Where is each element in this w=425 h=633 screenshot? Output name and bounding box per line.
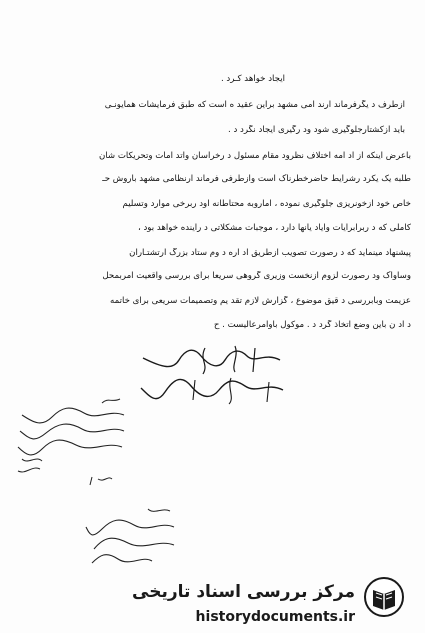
watermark-title: مرکز بررسی اسناد تاریخی [132, 582, 355, 602]
typed-line-1: ایجاد خواهد کـرد . [220, 74, 285, 84]
typed-line-8: پیشنهاد مینماید که د رصورت تصویب ازطریق اد اره د وم ستاد بزرگ ارتشتـاران [129, 248, 411, 258]
typed-line-9: وساواک ود رصورت لزوم ازنخست وزیری گروهی سریعاً برای بررسی واقعیت امربمحل [102, 271, 411, 281]
typed-line-10: عزیمت وبابررسی د قیق موضوع ، گزارش لازم تقد یم وتصمیمات سریعی برای خاتمه [110, 296, 411, 306]
margin-note [12, 395, 127, 494]
typed-line-2: ازطرف د یگرفرماند ارند امی مشهد براین عقید ه است که طبق فرمایشات همایونـی [104, 100, 405, 110]
typed-line-5: طلبه یک یکرد رشرایط حاضرخطرناک است وازطرفی فرماند ارنظامی مشهد باروش حـ [102, 174, 411, 184]
typed-line-11: د اد ن باین وضع اتخاذ گرد د . موکول باوامرعالیست . ح [213, 320, 411, 330]
watermark-footer [0, 572, 425, 633]
typed-line-3: باید ازکشتارجلوگیری شود ود رگیری ایجاد نگرد د . [228, 125, 405, 135]
typed-line-4: باعرض اینکه از اد امه اختلاف نظرود مقام مسئول د رخراسان واتد امات وتحریکات شان [98, 151, 411, 161]
typed-line-7: کاملی که د ربرابرآیات وایاد یآنها دارد ، موجبات مشکلاتی د رآینده خواهد بود ، [137, 223, 411, 233]
typed-line-6: خاص خود ازخونریزی جلوگیری نموده ، اماروبه محتاطانه اود ربرخی موارد وتسلیم [122, 199, 411, 209]
bottom-note-scribble-icon [82, 505, 177, 570]
watermark-url: historydocuments.ir [195, 609, 355, 625]
book-emblem-icon [363, 576, 405, 618]
signature [135, 342, 285, 412]
bottom-note [82, 505, 177, 574]
margin-note-scribble-icon [12, 395, 127, 490]
signature-scribble-icon [135, 342, 285, 412]
